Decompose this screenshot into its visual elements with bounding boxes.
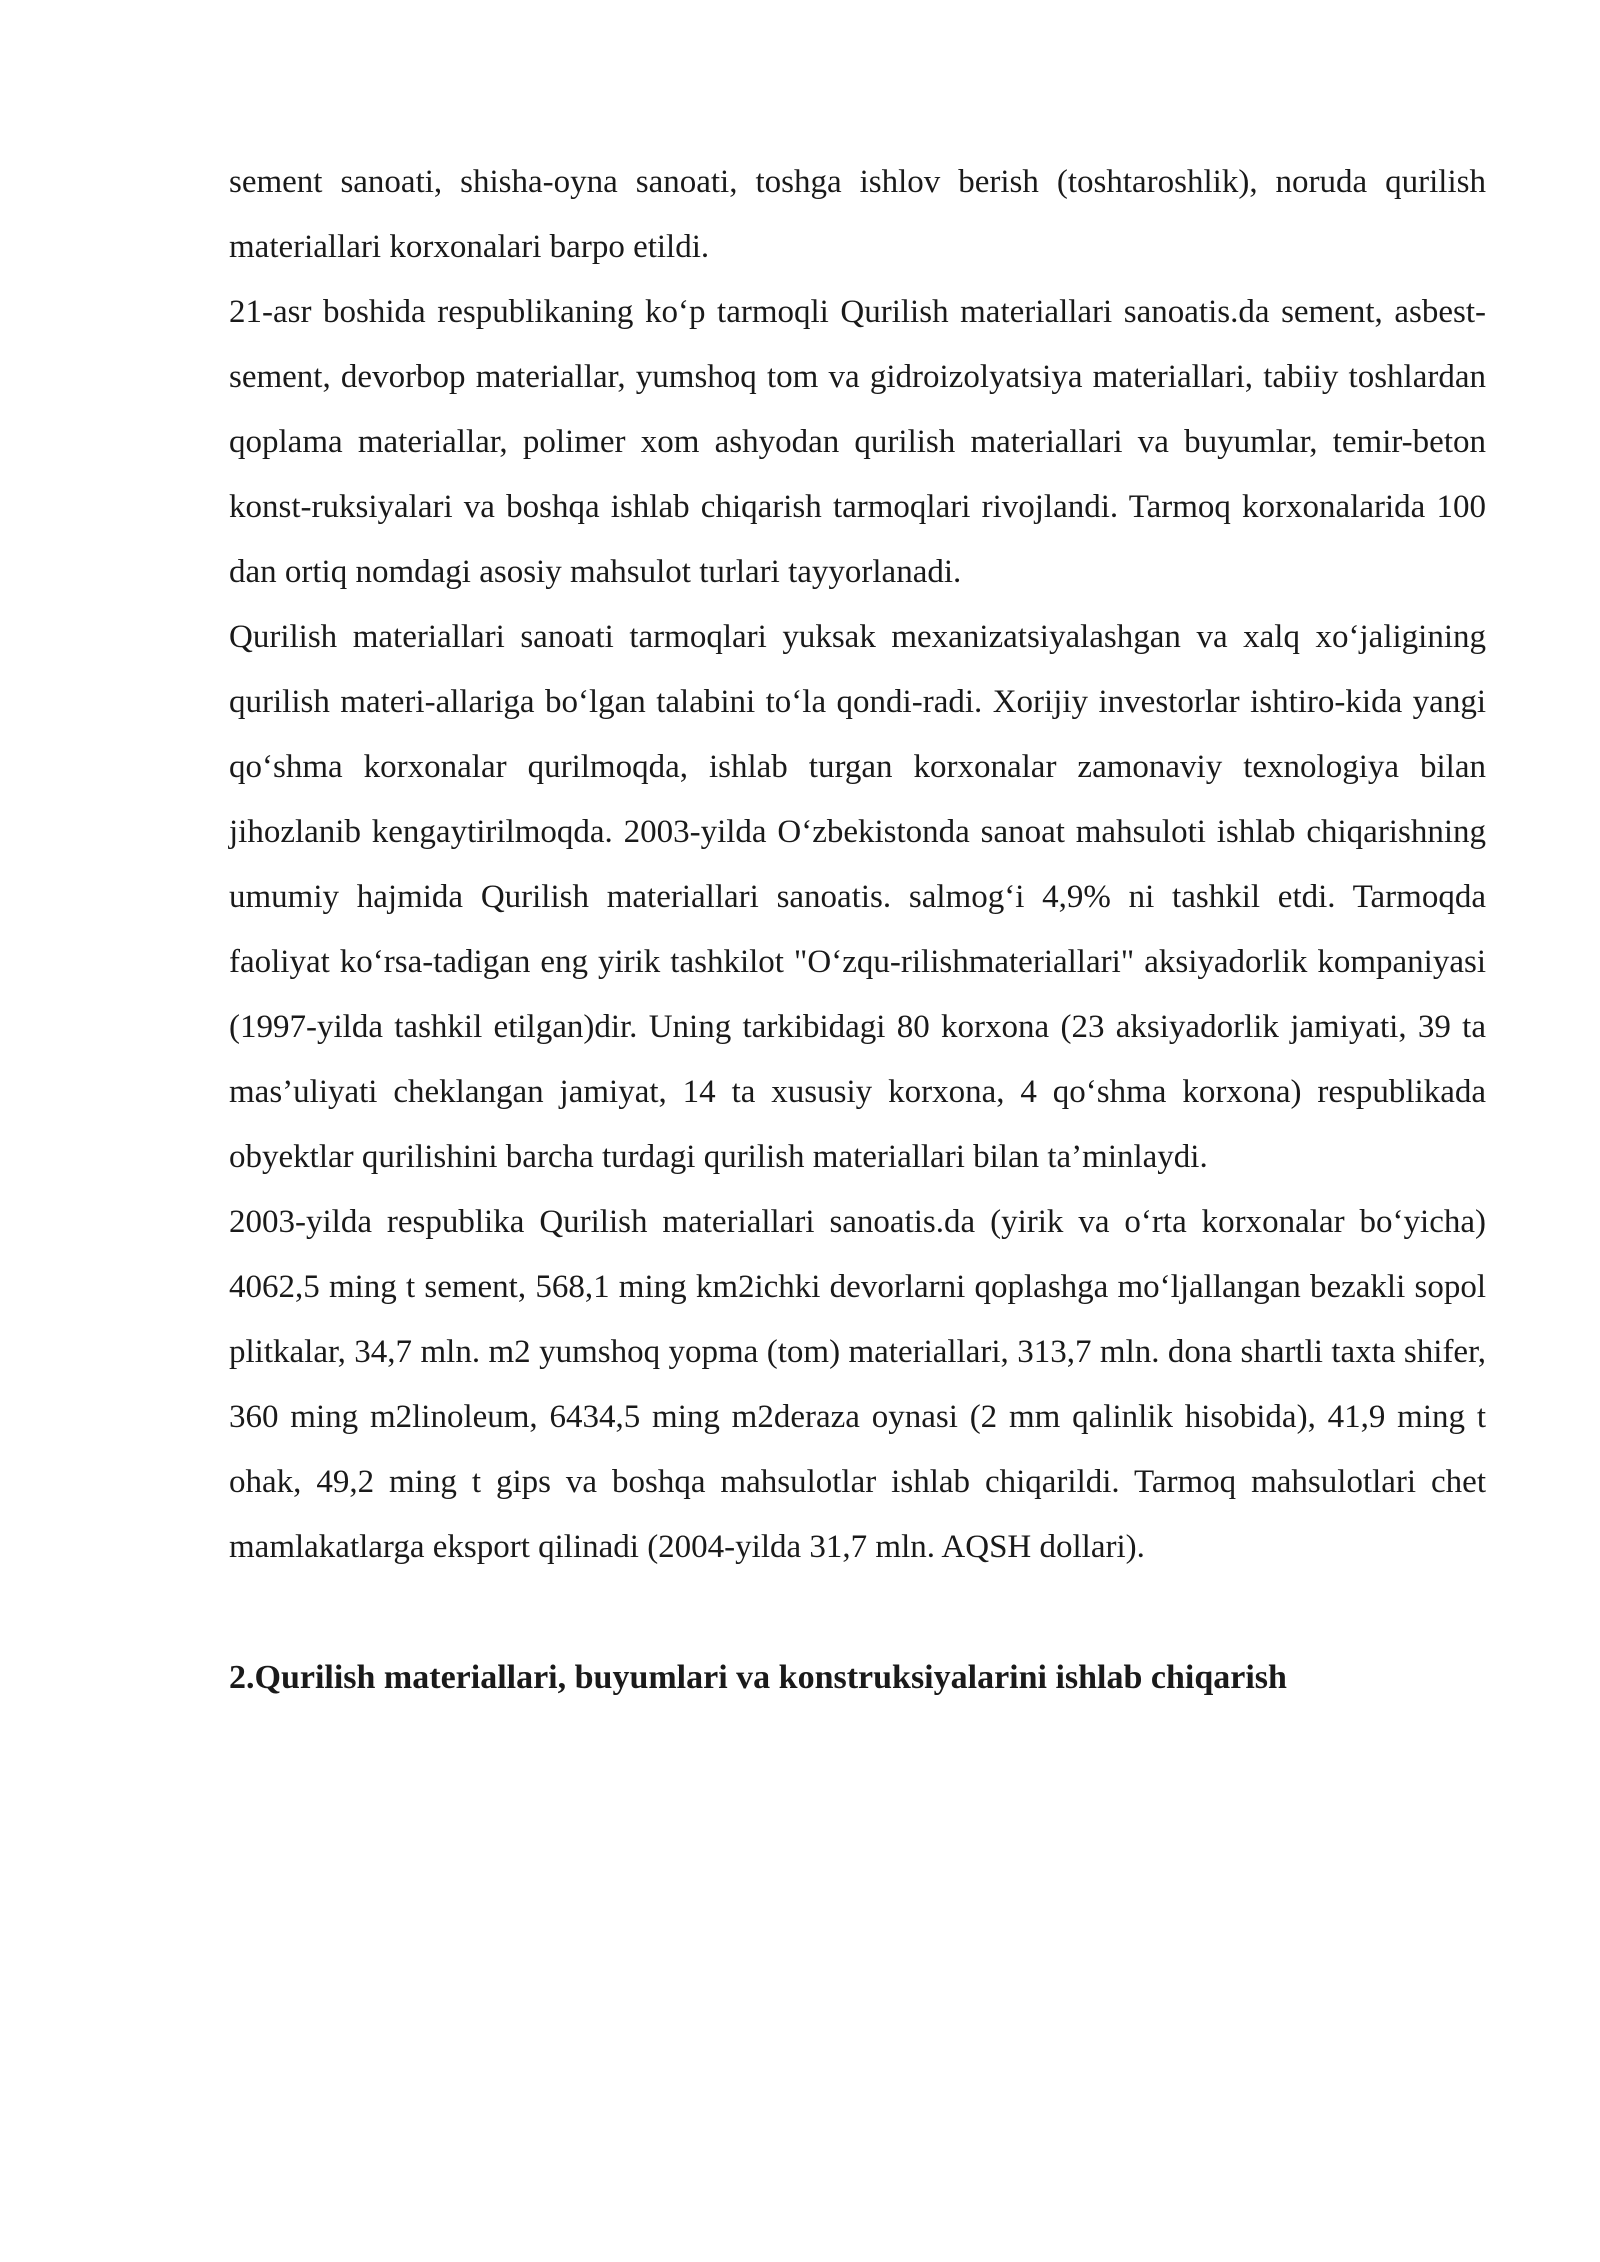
paragraph-2: 21-asr boshida respublikaning ko‘p tarmoqli Qurilish materiallari sanoatis.da sement, asbest-sement, devorbop materiallar, yumshoq tom va gidroizolyatsiya materiallari, tabiiy toshlardan qoplama materiallar, polimer xom ashyodan qurilish materiallari va buyumlar, temir-beton konst-ruksiyalari va boshqa ishlab chiqarish tarmoqlari rivojlandi. Tarmoq korxonalarida 100 dan ortiq nomdagi asosiy mahsulot turlari tayyorlanadi. [229,294,1486,590]
paragraph-1: sement sanoati, shisha-oyna sanoati, toshga ishlov berish (toshtaroshlik), noruda qurilish materiallari korxonalari barpo etildi. [229,164,1486,265]
paragraph-4: 2003-yilda respublika Qurilish materiallari sanoatis.da (yirik va o‘rta korxonalar bo‘yicha) 4062,5 ming t sement, 568,1 ming km2ichki devorlarni qoplashga mo‘ljallangan bezakli sopol plitkalar, 34,7 mln. m2 yumshoq yopma (tom) materiallari, 313,7 mln. dona shartli taxta shifer, 360 ming m2linoleum, 6434,5 ming m2deraza oynasi (2 mm qalinlik hisobida), 41,9 ming t ohak, 49,2 ming t gips va boshqa mahsulotlar ishlab chiqarildi. Tarmoq mahsulotlari chet mamlakatlarga eksport qilinadi (2004-yilda 31,7 mln. AQSH dollari). [229,1204,1486,1565]
paragraph-3: Qurilish materiallari sanoati tarmoqlari yuksak mexanizatsiyalashgan va xalq xo‘jaligining qurilish materi-allariga bo‘lgan talabini to‘la qondi-radi. Xorijiy investorlar ishtiro-kida yangi qo‘shma korxonalar qurilmoqda, ishlab turgan korxonalar zamonaviy texnologiya bilan jihozlanib kengaytirilmoqda. 2003-yilda O‘zbekistonda sanoat mahsuloti ishlab chiqarishning umumiy hajmida Qurilish materiallari sanoatis. salmog‘i 4,9% ni tashkil etdi. Tarmoqda faoliyat ko‘rsa-tadigan eng yirik tashkilot "O‘zqu-rilishmateriallari" aksiyadorlik kompaniyasi (1997-yilda tashkil etilgan)dir. Uning tarkibidagi 80 korxona (23 aksiyadorlik jamiyati, 39 ta mas’uliyati cheklangan jamiyat, 14 ta xususiy korxona, 4 qo‘shma korxona) respublikada obyektlar qurilishini barcha turdagi qurilish materiallari bilan ta’minlaydi. [229,619,1486,1175]
document-page [229,150,1486,1710]
section-heading: 2.Qurilish materiallari, buyumlari va konstruksiyalarini ishlab chiqarish [229,1659,1287,1696]
